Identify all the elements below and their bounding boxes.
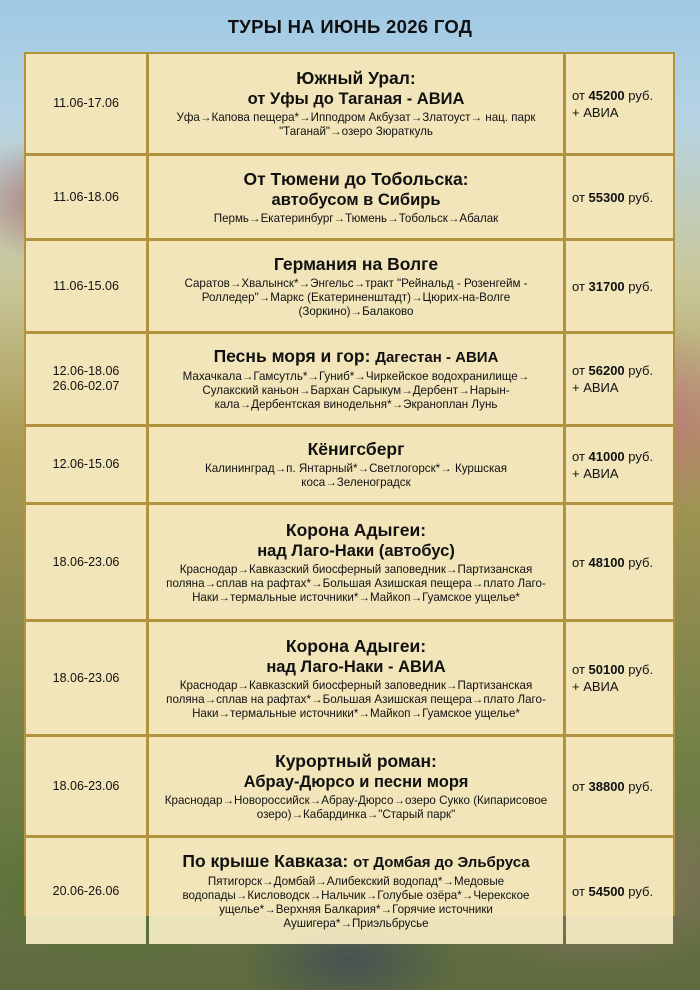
- tour-dates: [26, 737, 146, 835]
- tour-name-main: Курортный роман:: [275, 750, 437, 771]
- tour-route: Пятигорск→Домбай→Алибекский водопад*→Медовые водопады→Кисловодск→Нальчик→Голубые озёра*→Черекское ущелье*→Верхняя Балкария*→Горячие источники Аушигера*→Приэльбрусье: [182, 875, 530, 930]
- tour-price: [566, 505, 673, 619]
- tour-name-main: Корона Адыгеи:: [285, 635, 427, 656]
- tour-route: Пермь→Екатеринбург→Тюмень→Тобольск→Абалак: [213, 211, 499, 225]
- tour-name: [275, 751, 437, 772]
- price-currency: руб.: [624, 87, 654, 103]
- tour-subtitle: Абрау-Дюрсо и песни моря: [243, 772, 469, 791]
- tour-info: [149, 427, 563, 502]
- tour-info: [149, 622, 563, 734]
- price-currency: руб.: [624, 883, 654, 899]
- price-extra: + АВИА: [572, 679, 619, 694]
- tour-route: Краснодар→Кавказский биосферный заповедник→Партизанская поляна→сплав на рафтах*→Большая Азишская пещера→плато Лаго-Наки→термальные источники*→Майкоп→Гуамское ущелье*: [166, 562, 546, 604]
- price-currency: руб.: [624, 778, 654, 794]
- price-value: 41000: [588, 448, 625, 464]
- tour-name-main: Германия на Волге: [273, 253, 439, 274]
- tour-date-range: 12.06-15.06: [52, 457, 120, 471]
- tour-info: [149, 505, 563, 619]
- tour-dates: [26, 241, 146, 331]
- tour-price: [566, 156, 673, 238]
- price-prefix: от: [572, 363, 589, 378]
- tour-name-main: От Тюмени до Тобольска:: [243, 168, 469, 189]
- tour-date-range: 20.06-26.06: [52, 883, 120, 898]
- tour-dates: [26, 505, 146, 619]
- tour-price: [566, 737, 673, 835]
- tour-subtitle: от Уфы до Таганая - АВИА: [247, 90, 465, 108]
- tour-date-range: 11.06-18.06: [53, 189, 119, 204]
- price-value: 38800: [588, 778, 625, 794]
- tour-date-range: 18.06-23.06: [52, 778, 120, 793]
- price-currency: руб.: [624, 662, 654, 677]
- price-prefix: от: [572, 554, 589, 570]
- tour-price: [566, 334, 673, 424]
- price-value: 55300: [588, 189, 625, 205]
- tour-date-range: 12.06-18.06: [52, 364, 120, 378]
- tour-name: [296, 68, 415, 89]
- price-prefix: от: [572, 662, 589, 677]
- price-currency: руб.: [624, 554, 654, 570]
- tour-dates: [26, 427, 146, 502]
- tour-route: Махачкала→Гамсутль*→Гуниб*→Чиркейское водохранилище→ Сулакский каньон→Бархан Сарыкум→Дербент→Нарын-кала→Дербентская винодельня*→Экраноплан Лунь: [182, 370, 530, 411]
- tour-info: [149, 334, 563, 424]
- tours-table: [24, 52, 675, 930]
- price-value: 56200: [588, 363, 625, 378]
- tour-route: Уфа→Капова пещера*→Ипподром Акбузат→Златоуст→ нац. парк "Таганай"→озеро Зюраткуль: [176, 111, 536, 138]
- tour-dates: [26, 838, 146, 944]
- tour-route: Краснодар→Новороссийск→Абрау-Дюрсо→озеро Сукко (Кипарисовое озеро)→Кабардинка→"Старый парк": [164, 793, 548, 821]
- tour-date-range: 18.06-23.06: [52, 554, 120, 569]
- tour-dates: [26, 334, 146, 424]
- tour-name: [308, 439, 405, 460]
- tour-date-range: 11.06-17.06: [53, 96, 119, 110]
- tour-info: [149, 54, 563, 153]
- price-prefix: от: [572, 87, 589, 103]
- tour-price: [566, 241, 673, 331]
- tour-date-range: 11.06-15.06: [53, 278, 119, 293]
- price-prefix: от: [572, 448, 589, 464]
- tour-name: [214, 346, 499, 368]
- tour-name-sub: Дагестан - АВИА: [375, 349, 499, 366]
- price-value: 54500: [588, 883, 625, 899]
- price-prefix: от: [572, 189, 589, 205]
- tour-info: [149, 838, 563, 944]
- price-currency: руб.: [624, 278, 654, 294]
- tour-price: [566, 427, 673, 502]
- tour-name: [243, 169, 468, 190]
- price-prefix: от: [572, 778, 589, 794]
- tour-name: [286, 520, 426, 541]
- tour-name-main: Корона Адыгеи:: [285, 519, 427, 540]
- price-extra: + АВИА: [572, 104, 619, 120]
- price-currency: руб.: [624, 448, 654, 464]
- price-currency: руб.: [624, 189, 654, 205]
- price-value: 50100: [588, 662, 625, 677]
- tour-subtitle: над Лаго-Наки - АВИА: [266, 657, 446, 676]
- price-value: 45200: [588, 87, 625, 103]
- price-extra: + АВИА: [572, 465, 619, 481]
- tour-info: [149, 737, 563, 835]
- tour-dates: [26, 156, 146, 238]
- price-extra: + АВИА: [572, 380, 619, 395]
- tour-info: [149, 156, 563, 238]
- tour-subtitle: над Лаго-Наки (автобус): [257, 541, 455, 560]
- price-value: 31700: [588, 278, 625, 294]
- tour-date-range: 18.06-23.06: [52, 670, 120, 685]
- tour-dates: [26, 54, 146, 153]
- price-prefix: от: [572, 278, 589, 294]
- tour-route: Краснодар→Кавказский биосферный заповедник→Партизанская поляна→сплав на рафтах*→Большая Азишская пещера→плато Лаго-Наки→термальные источники*→Майкоп→Гуамское ущелье*: [166, 678, 546, 720]
- tour-name-sub: от Домбая до Эльбруса: [353, 854, 530, 871]
- price-prefix: от: [572, 883, 589, 899]
- tour-route: Калининград→п. Янтарный*→Светлогорск*→ Куршская коса→Зеленоградск: [204, 462, 508, 489]
- tour-name-main: Кёнигсберг: [307, 439, 405, 459]
- price-value: 48100: [588, 554, 625, 570]
- tour-name-main: Южный Урал:: [296, 68, 416, 88]
- tour-price: [566, 838, 673, 944]
- tour-name-main: По крыше Кавказа:: [182, 851, 354, 871]
- tour-dates: [26, 622, 146, 734]
- tour-name-main: Песнь моря и гор:: [213, 346, 376, 366]
- tour-price: [566, 54, 673, 153]
- tour-subtitle: автобусом в Сибирь: [271, 190, 441, 209]
- page-title: ТУРЫ НА ИЮНЬ 2026 ГОД: [227, 16, 473, 37]
- tour-info: [149, 241, 563, 331]
- tour-route: Саратов→Хвалынск*→Энгельс→тракт "Рейнальд - Розенгейм - Ролледер"→Маркс (Екатериненштадт)→Цюрих-на-Волге (Зоркино)→Балаково: [184, 276, 528, 318]
- price-currency: руб.: [624, 363, 654, 378]
- tour-name: [274, 254, 438, 275]
- tour-name: [182, 851, 529, 873]
- tour-name: [286, 636, 426, 657]
- tour-price: [566, 622, 673, 734]
- tour-date-range: 26.06-02.07: [52, 379, 120, 393]
